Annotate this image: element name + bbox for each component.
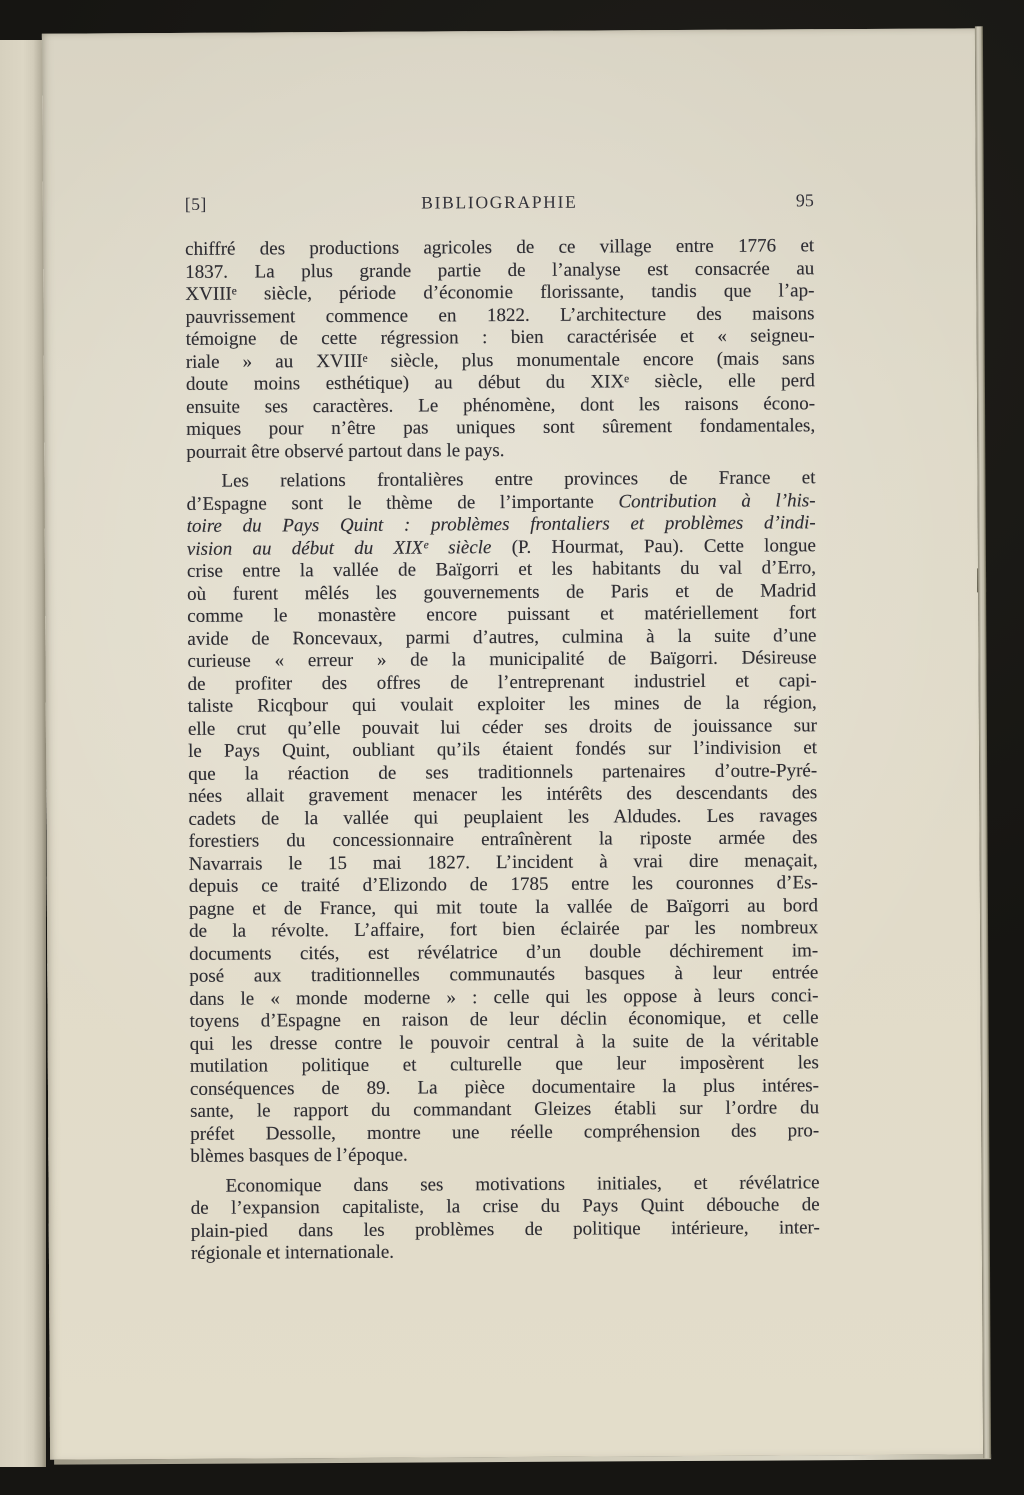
text-line: témoigne de cette régression : bien caractérisée et « seigneu- xyxy=(185,325,815,350)
text-line: pagne et de France, qui mit toute la vallée de Baïgorri au bord xyxy=(188,894,818,920)
text-line: cadets de la vallée qui peuplaient les Aldudes. Les ravages xyxy=(188,804,818,830)
text-line: depuis ce traité d’Elizondo de 1785 entre les couronnes d’Es- xyxy=(188,872,818,897)
text-line: avide de Roncevaux, parmi d’autres, culmina à la suite d’une xyxy=(187,624,817,650)
book-page xyxy=(42,28,983,1459)
text-line: toire du Pays Quint : problèmes frontaliers et problèmes d’indi- xyxy=(186,512,816,537)
text-line: dans le « monde moderne » : celle qui les oppose à leurs conci- xyxy=(189,984,819,1010)
text-line: d’Espagne sont le thème de l’importante Contribution à l’his- xyxy=(186,489,816,515)
text-line: riale » au XVIIIᵉ siècle, plus monumentale encore (mais sans xyxy=(185,347,815,373)
text-line: taliste Ricqbour qui voulait exploiter les mines de la région, xyxy=(187,692,817,717)
text-line: ensuite ses caractères. Le phénomène, dont les raisons écono- xyxy=(185,392,816,418)
text-line: qui les dresse contre le pouvoir central à la suite de la véritable xyxy=(189,1029,819,1055)
text-line: 1837. La plus grande partie de l’analyse est consacrée au xyxy=(185,257,815,283)
paragraph xyxy=(190,1172,820,1266)
text-line: conséquences de 89. La pièce documentaire la plus intéres- xyxy=(189,1074,820,1100)
text-line: chiffré des productions agricoles de ce village entre 1776 et xyxy=(185,235,815,260)
page-number: 95 xyxy=(795,190,814,211)
text-line: préfet Dessolle, montre une réelle compréhension des pro- xyxy=(190,1119,820,1145)
text-line: de profiter des offres de l’entreprenant industriel et capi- xyxy=(187,669,817,695)
text-line: pauvrissement commence en 1822. L’architecture des maisons xyxy=(185,302,815,328)
text-line: doute moins esthétique) au début du XIXᵉ siècle, elle perd xyxy=(185,370,815,395)
text-line: comme le monastère encore puissant et matériellement fort xyxy=(187,602,817,627)
text-line: de la révolte. L’affaire, fort bien éclairée par les nombreux xyxy=(189,917,819,942)
running-head xyxy=(185,190,814,215)
text-line: Economique dans ses motivations initiales, et révélatrice xyxy=(225,1171,820,1197)
text-line: blèmes basques de l’époque. xyxy=(190,1144,408,1167)
text-line: curieuse « erreur » de la municipalité de Baïgorri. Désireuse xyxy=(187,647,817,672)
page-edge-notch xyxy=(977,568,986,592)
text-line: plain-pied dans les problèmes de politique intérieure, inter- xyxy=(190,1216,820,1242)
text-line: posé aux traditionnelles communautés basques à leur entrée xyxy=(189,962,819,987)
text-line: miques pour n’être pas uniques sont sûrement fondamentales, xyxy=(186,415,816,440)
text-line: que la réaction de ses traditionnels partenaires d’outre-Pyré- xyxy=(188,759,818,785)
text-line: de l’expansion capitaliste, la crise du Pays Quint débouche de xyxy=(190,1194,820,1219)
paragraph xyxy=(186,467,819,1168)
text-line: régionale et internationale. xyxy=(190,1241,395,1264)
text-line: XVIIIᵉ siècle, période d’économie florissante, tandis que l’ap- xyxy=(185,280,815,305)
text-line: vision au début du XIXᵉ siècle (P. Hourmat, Pau). Cette longue xyxy=(186,534,816,560)
paragraph xyxy=(185,235,815,464)
text-line: mutilation politique et culturelle que leur imposèrent les xyxy=(189,1052,819,1077)
running-title: BIBLIOGRAPHIE xyxy=(421,191,578,213)
facing-page-edge xyxy=(0,40,46,1467)
text-line: Navarrais le 15 mai 1827. L’incident à vrai dire menaçait, xyxy=(188,849,818,875)
text-line: pourrait être observé partout dans le pays. xyxy=(186,439,505,463)
text-line: crise entre la vallée de Baïgorri et les habitants du val d’Erro, xyxy=(186,557,817,582)
text-line: toyens d’Espagne en raison de leur déclin économique, et celle xyxy=(189,1007,819,1032)
text-line: où furent mêlés les gouvernements de Paris et de Madrid xyxy=(187,579,817,605)
text-line: le Pays Quint, oubliant qu’ils étaient fondés sur l’indivision et xyxy=(187,737,818,762)
text-line: documents cités, est révélatrice d’un double déchirement im- xyxy=(189,939,819,965)
text-line: forestiers du concessionnaire entraînèrent la riposte armée des xyxy=(188,827,818,852)
page-text xyxy=(185,235,820,1265)
section-marker: [5] xyxy=(184,193,207,214)
text-line: sante, le rapport du commandant Gleizes établi sur l’ordre du xyxy=(190,1097,820,1122)
text-line: Les relations frontalières entre provinces de France et xyxy=(221,467,816,492)
text-line: nées allait gravement menacer les intérêts des descendants des xyxy=(188,782,818,807)
text-line: elle crut qu’elle pouvait lui céder ses droits de jouissance sur xyxy=(187,714,817,740)
